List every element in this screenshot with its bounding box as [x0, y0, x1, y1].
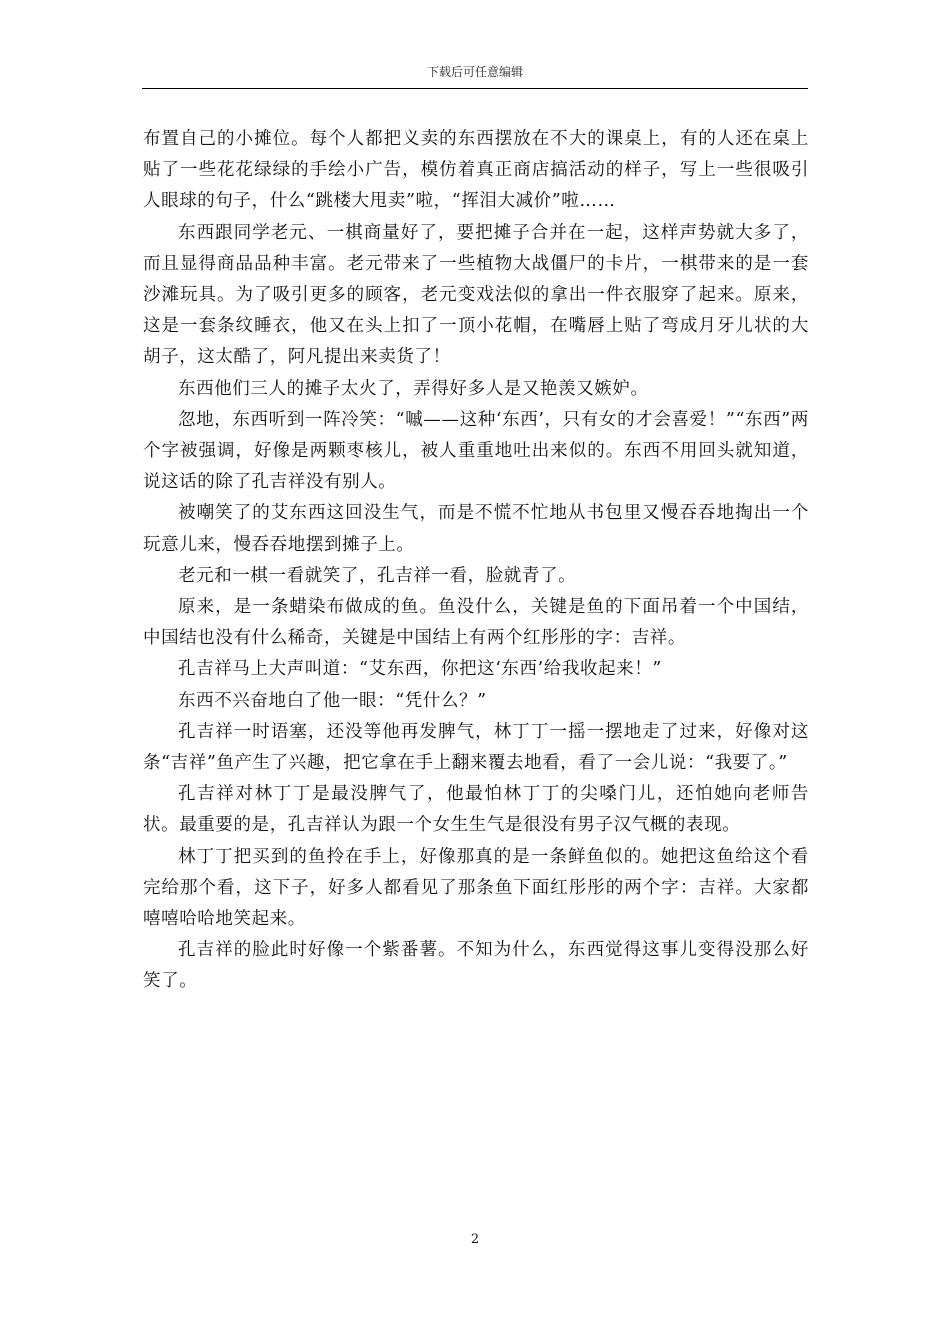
paragraph-2: 东西跟同学老元、一棋商量好了，要把摊子合并在一起，这样声势就大多了，而且显得商品品种丰富。老元带来了一些植物大战僵尸的卡片，一棋带来的是一套沙滩玩具。为了吸引更多的顾客，老元变戏法似的拿出一件衣服穿了起来。原来，这是一套条纹睡衣，他又在头上扣了一顶小花帽，在嘴唇上贴了弯成月牙儿状的大胡子，这太酷了，阿凡提出来卖货了！ [143, 222, 809, 368]
paragraph-5: 被嘲笑了的艾东西这回没生气，而是不慌不忙地从书包里又慢吞吞地掏出一个玩意儿来，慢吞吞地摆到摊子上。 [143, 503, 809, 555]
paragraph-9: 东西不兴奋地白了他一眼：“凭什么？” [178, 690, 487, 711]
paragraph-6: 老元和一棋一看就笑了，孔吉祥一看，脸就青了。 [178, 565, 577, 586]
paragraph-12: 林丁丁把买到的鱼拎在手上，好像那真的是一条鲜鱼似的。她把这鱼给这个看完给那个看，这下子，好多人都看见了那条鱼下面红彤彤的两个字：吉祥。大家都嘻嘻哈哈地笑起来。 [143, 846, 809, 930]
paragraph-1: 布置自己的小摊位。每个人都把义卖的东西摆放在不大的课桌上，有的人还在桌上贴了一些花花绿绿的手绘小广告，模仿着真正商店搞活动的样子，写上一些很吸引人眼球的句子，什么“跳楼大甩卖”啦，“挥泪大减价”啦…… [143, 129, 809, 212]
page-number: 2 [470, 1232, 480, 1247]
paragraph-10: 孔吉祥一时语塞，还没等他再发脾气，林丁丁一摇一摆地走了过来，好像对这条“吉祥”鱼产生了兴趣，把它拿在手上翻来覆去地看，看了一会儿说：“我要了。” [143, 721, 809, 774]
header-rule [142, 88, 808, 89]
paragraph-8: 孔吉祥马上大声叫道：“艾东西，你把这‘东西’给我收起来！” [178, 659, 662, 680]
page-header: 下载后可任意编辑 [426, 65, 523, 79]
paragraph-13: 孔吉祥的脸此时好像一个紫番薯。不知为什么，东西觉得这事儿变得没那么好笑了。 [143, 940, 809, 992]
paragraph-4: 忽地，东西听到一阵冷笑：“嘁——这种‘东西’，只有女的才会喜爱！”“东西”两个字被强调，好像是两颗枣核儿，被人重重地吐出来似的。东西不用回头就知道，说这话的除了孔吉祥没有别人。 [143, 409, 809, 493]
paragraph-3: 东西他们三人的摊子太火了，弄得好多人是又艳羡又嫉妒。 [178, 378, 649, 399]
paragraph-7: 原来，是一条蜡染布做成的鱼。鱼没什么，关键是鱼的下面吊着一个中国结，中国结也没有什么稀奇，关键是中国结上有两个红彤彤的字：吉祥。 [143, 597, 809, 649]
body-text [143, 124, 809, 998]
paragraph-11: 孔吉祥对林丁丁是最没脾气了，他最怕林丁丁的尖嗓门儿，还怕她向老师告状。最重要的是，孔吉祥认为跟一个女生生气是很没有男子汉气概的表现。 [143, 784, 809, 836]
